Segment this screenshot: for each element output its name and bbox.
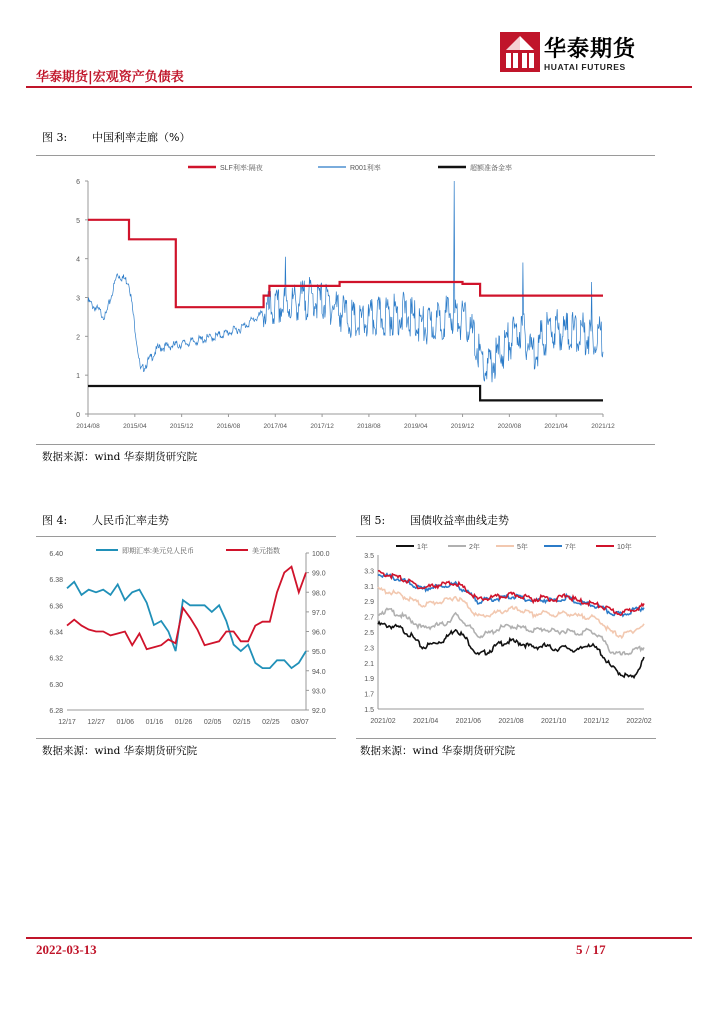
- fig5-y-tick-label: 3.3: [364, 568, 374, 576]
- fig4-series-dxy: [67, 567, 306, 650]
- fig4-chart: [36, 539, 340, 735]
- fig3-x-tick-label: 2015/04: [123, 423, 147, 430]
- fig4-y-right-tick-label: 96.0: [312, 629, 326, 637]
- fig3-legend-label: R001利率: [350, 165, 381, 172]
- fig5-y-tick-label: 2.7: [364, 614, 374, 622]
- fig5-y-tick-label: 1.5: [364, 707, 374, 714]
- fig4-legend-label: 即期汇率:美元兑人民币: [122, 548, 194, 555]
- fig4-label: 图 4:: [42, 514, 68, 527]
- fig3-y-tick-label: 3: [76, 295, 80, 303]
- fig5-y-tick-label: 1.7: [364, 691, 374, 699]
- footer-rule: [26, 937, 692, 939]
- fig4-x-tick-label: 01/06: [116, 719, 135, 726]
- fig4-y-left-tick-label: 6.40: [49, 551, 63, 558]
- fig4-y-right-tick-label: 98.0: [312, 590, 326, 598]
- fig5-y-tick-label: 2.1: [364, 660, 374, 668]
- fig5-x-tick-label: 2021/02: [370, 718, 396, 725]
- fig3-x-tick-label: 2021/12: [591, 423, 615, 430]
- fig4-y-right-tick-label: 95.0: [312, 649, 326, 657]
- fig5-x-tick-label: 2021/08: [498, 718, 524, 725]
- fig4-x-tick-label: 01/26: [174, 719, 193, 726]
- fig3-x-tick-label: 2020/08: [497, 423, 522, 430]
- fig4-source: 数据来源：wind 华泰期货研究院: [42, 745, 198, 757]
- logo-text-en: HUATAI FUTURES: [544, 62, 626, 72]
- fig3-y-tick-label: 5: [76, 217, 80, 225]
- fig4-legend-label: 美元指数: [252, 548, 280, 555]
- fig5-x-tick-label: 2021/06: [455, 718, 481, 725]
- fig5-source: 数据来源：wind 华泰期货研究院: [360, 745, 516, 757]
- fig4-y-left-tick-label: 6.38: [49, 577, 63, 585]
- fig5-chart: [356, 539, 656, 735]
- fig3-label: 图 3:: [42, 131, 68, 144]
- fig3-x-tick-label: 2018/08: [357, 423, 381, 430]
- fig5-top-rule: [356, 536, 656, 537]
- fig5-bottom-rule: [356, 738, 656, 739]
- logo-text-cn: 华泰期货: [544, 37, 637, 62]
- fig4-top-rule: [36, 536, 336, 537]
- fig3-top-rule: [36, 155, 655, 156]
- fig3-title: 中国利率走廊（%）: [92, 131, 191, 144]
- fig4-x-tick-label: 01/16: [145, 719, 164, 726]
- fig5-y-tick-label: 1.9: [364, 676, 374, 684]
- fig5-label: 图 5:: [360, 514, 386, 527]
- fig5-series-3: [378, 587, 644, 638]
- fig3-legend-label: SLF利率:隔夜: [220, 165, 263, 172]
- fig5-series-2: [378, 609, 644, 655]
- fig4-y-right-tick-label: 100.0: [312, 551, 330, 558]
- fig5-x-tick-label: 2021/12: [583, 718, 609, 725]
- fig4-y-right-tick-label: 94.0: [312, 668, 326, 676]
- fig3-legend-label: 超额准备金率: [470, 165, 512, 172]
- fig3-x-tick-label: 2017/04: [263, 423, 288, 430]
- fig5-series-1: [378, 622, 644, 678]
- huatai-logo-icon: [500, 32, 540, 72]
- fig4-x-tick-label: 03/07: [291, 719, 309, 726]
- fig4-y-left-tick-label: 6.32: [49, 655, 63, 663]
- header-rule: [26, 86, 692, 88]
- fig4-series-usdcny: [67, 582, 306, 668]
- fig3-y-tick-label: 1: [76, 373, 80, 381]
- fig3-series-excess-reserve: [88, 386, 603, 400]
- fig5-y-tick-label: 2.9: [364, 599, 374, 607]
- fig5-title: 国债收益率曲线走势: [410, 514, 509, 527]
- footer-page-number: 5 / 17: [576, 942, 606, 957]
- fig5-y-tick-label: 3.1: [364, 583, 374, 591]
- fig4-x-tick-label: 02/05: [203, 719, 222, 726]
- fig3-x-tick-label: 2019/12: [450, 423, 475, 430]
- fig5-legend-label: 1年: [417, 544, 428, 551]
- fig3-x-tick-label: 2017/12: [310, 423, 334, 430]
- fig4-bottom-rule: [36, 738, 336, 739]
- fig4-y-right-tick-label: 99.0: [312, 570, 326, 578]
- fig3-x-tick-label: 2015/12: [169, 423, 194, 430]
- fig5-legend-label: 5年: [517, 544, 528, 551]
- fig5-series-5: [378, 571, 644, 616]
- fig3-x-tick-label: 2014/08: [76, 423, 100, 430]
- fig4-x-tick-label: 12/27: [87, 719, 105, 726]
- fig3-series-slf: [88, 220, 603, 307]
- fig4-y-left-tick-label: 6.36: [49, 603, 63, 611]
- fig3-y-tick-label: 6: [76, 179, 80, 186]
- fig5-legend-label: 7年: [565, 544, 576, 551]
- fig3-chart: [36, 158, 655, 438]
- fig4-x-tick-label: 02/15: [232, 719, 251, 726]
- fig4-y-right-tick-label: 92.0: [312, 708, 326, 715]
- fig3-x-tick-label: 2021/04: [544, 423, 568, 430]
- fig3-y-tick-label: 0: [76, 412, 80, 419]
- footer-date: 2022-03-13: [36, 942, 97, 957]
- fig5-legend-label: 2年: [469, 544, 480, 551]
- fig4-y-left-tick-label: 6.34: [49, 629, 63, 637]
- fig5-x-tick-label: 2021/04: [413, 718, 439, 725]
- fig4-y-left-tick-label: 6.28: [49, 708, 63, 715]
- report-header-title: 华泰期货|宏观资产负债表: [36, 70, 184, 85]
- fig4-y-right-tick-label: 93.0: [312, 688, 326, 696]
- fig3-bottom-rule: [36, 444, 655, 445]
- fig4-y-right-tick-label: 97.0: [312, 609, 326, 617]
- fig4-x-tick-label: 12/17: [58, 719, 76, 726]
- fig3-y-tick-label: 2: [76, 334, 80, 342]
- fig5-legend-label: 10年: [617, 544, 632, 551]
- fig5-y-tick-label: 2.3: [364, 645, 374, 653]
- fig4-x-tick-label: 02/25: [262, 719, 280, 726]
- fig5-y-tick-label: 2.5: [364, 630, 374, 637]
- fig3-source: 数据来源：wind 华泰期货研究院: [42, 451, 198, 463]
- fig5-x-tick-label: 2021/10: [541, 718, 567, 725]
- fig4-title: 人民币汇率走势: [92, 514, 169, 527]
- fig5-x-tick-label: 2022/02: [626, 718, 652, 725]
- fig3-y-tick-label: 4: [76, 256, 80, 264]
- fig4-y-left-tick-label: 6.30: [49, 681, 63, 689]
- fig5-y-tick-label: 3.5: [364, 553, 374, 560]
- fig3-x-tick-label: 2016/08: [216, 423, 241, 430]
- fig3-x-tick-label: 2019/04: [403, 423, 428, 430]
